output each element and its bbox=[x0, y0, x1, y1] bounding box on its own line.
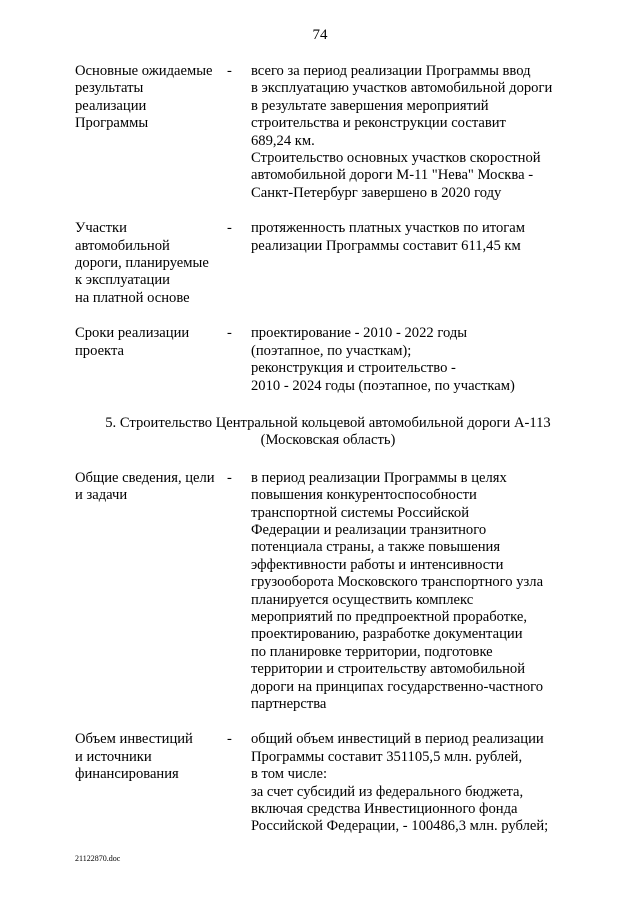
row-value-line: Строительство основных участков скоростной bbox=[251, 150, 541, 167]
section-heading-line-1: 5. Строительство Центральной кольцевой автомобильной дороги А-113 bbox=[105, 414, 551, 431]
row-value-line: 2010 - 2024 годы (поэтапное, по участкам) bbox=[251, 377, 515, 394]
row-value-line: в эксплуатацию участков автомобильной дороги bbox=[251, 80, 553, 97]
row-dash: - bbox=[227, 731, 232, 748]
row-value-line: строительства и реконструкции составит bbox=[251, 115, 506, 132]
row-value-line: партнерства bbox=[251, 696, 327, 712]
row-value-line: включая средства Инвестиционного фонда bbox=[251, 801, 518, 818]
row-label-line: и источники bbox=[75, 748, 152, 765]
row-label bbox=[75, 220, 225, 307]
row-value-line: проектированию, разработке документации bbox=[251, 626, 523, 643]
passport-row bbox=[75, 731, 585, 835]
row-value-line: транспортной системы Российской bbox=[251, 504, 470, 521]
row-label-line: к эксплуатации bbox=[75, 272, 170, 289]
row-label-line: дороги, планируемые bbox=[75, 255, 209, 272]
row-value-line: территории и строительству автомобильной bbox=[251, 661, 526, 678]
row-dash: - bbox=[227, 63, 232, 79]
row-value-line: Санкт-Петербург завершено в 2020 году bbox=[251, 184, 502, 201]
row-value-line: эффективности работы и интенсивности bbox=[251, 556, 504, 573]
row-label-line: Объем инвестиций bbox=[75, 731, 193, 748]
row-value-line: Российской Федерации, - 100486,3 млн. рублей; bbox=[251, 818, 549, 835]
passport-table-top bbox=[75, 63, 585, 395]
row-label-line: реализации bbox=[75, 97, 147, 114]
section-heading bbox=[68, 415, 588, 450]
row-value-line: общий объем инвестиций в период реализации bbox=[251, 731, 544, 748]
row-label-line: Общие сведения, цели bbox=[75, 469, 215, 486]
row-value-line: по планировке территории, подготовке bbox=[251, 643, 493, 660]
row-value-line: всего за период реализации Программы ввод bbox=[251, 63, 531, 79]
row-label-line: результаты bbox=[75, 80, 144, 97]
row-value-line: повышения конкурентоспособности bbox=[251, 487, 477, 504]
row-label-line: проекта bbox=[75, 342, 124, 359]
file-footer: 21122870.doc bbox=[75, 854, 121, 863]
row-label-line: Программы bbox=[75, 115, 149, 132]
row-value-line: 689,24 км. bbox=[251, 132, 315, 149]
passport-table-bottom bbox=[75, 470, 585, 836]
row-value-line: в том числе: bbox=[251, 766, 328, 783]
passport-row bbox=[75, 220, 585, 307]
row-label-line: финансирования bbox=[75, 766, 179, 783]
row-value-line: дороги на принципах государственно-частного bbox=[251, 678, 544, 695]
row-value-line: реализации Программы составит 611,45 км bbox=[251, 237, 521, 254]
row-value-line: реконструкция и строительство - bbox=[251, 360, 456, 377]
row-value-line: в результате завершения мероприятий bbox=[251, 97, 489, 114]
row-label bbox=[75, 731, 225, 835]
row-value-line: (поэтапное, по участкам); bbox=[251, 342, 412, 359]
row-value-line: мероприятий по предпроектной проработке, bbox=[251, 608, 527, 625]
row-value-line: планируется осуществить комплекс bbox=[251, 591, 474, 608]
row-value-line: проектирование - 2010 - 2022 годы bbox=[251, 325, 468, 342]
row-label-line: Участки bbox=[75, 220, 127, 237]
row-value bbox=[251, 63, 585, 202]
row-value-line: за счет субсидий из федерального бюджета, bbox=[251, 783, 524, 800]
passport-row bbox=[75, 470, 585, 714]
row-label-line: на платной основе bbox=[75, 289, 190, 306]
row-dash: - bbox=[227, 220, 232, 237]
row-value-line: в период реализации Программы в целях bbox=[251, 469, 507, 486]
section-heading-line-2: (Московская область) bbox=[260, 432, 396, 449]
row-value bbox=[251, 220, 585, 307]
row-label-line: и задачи bbox=[75, 487, 128, 504]
row-value-line: Федерации и реализации транзитного bbox=[251, 521, 487, 538]
passport-row bbox=[75, 325, 585, 395]
row-label bbox=[75, 325, 225, 395]
row-value-line: протяженность платных участков по итогам bbox=[251, 220, 525, 237]
row-label bbox=[75, 63, 225, 202]
document-body bbox=[75, 63, 585, 836]
row-value-line: потенциала страны, а также повышения bbox=[251, 539, 501, 556]
row-dash: - bbox=[227, 469, 232, 486]
row-value bbox=[251, 470, 585, 714]
row-label-line: автомобильной bbox=[75, 237, 170, 254]
passport-row bbox=[75, 63, 585, 202]
row-value-line: автомобильной дороги М-11 "Нева" Москва - bbox=[251, 167, 534, 184]
row-label-line: Основные ожидаемые bbox=[75, 63, 213, 79]
row-label-line: Сроки реализации bbox=[75, 325, 190, 342]
row-value bbox=[251, 731, 585, 835]
row-dash: - bbox=[227, 325, 232, 342]
row-value-line: Программы составит 351105,5 млн. рублей, bbox=[251, 748, 523, 765]
row-value bbox=[251, 325, 585, 395]
page-number: 74 bbox=[312, 27, 328, 43]
row-label bbox=[75, 470, 225, 714]
row-value-line: грузооборота Московского транспортного узла bbox=[251, 574, 544, 591]
